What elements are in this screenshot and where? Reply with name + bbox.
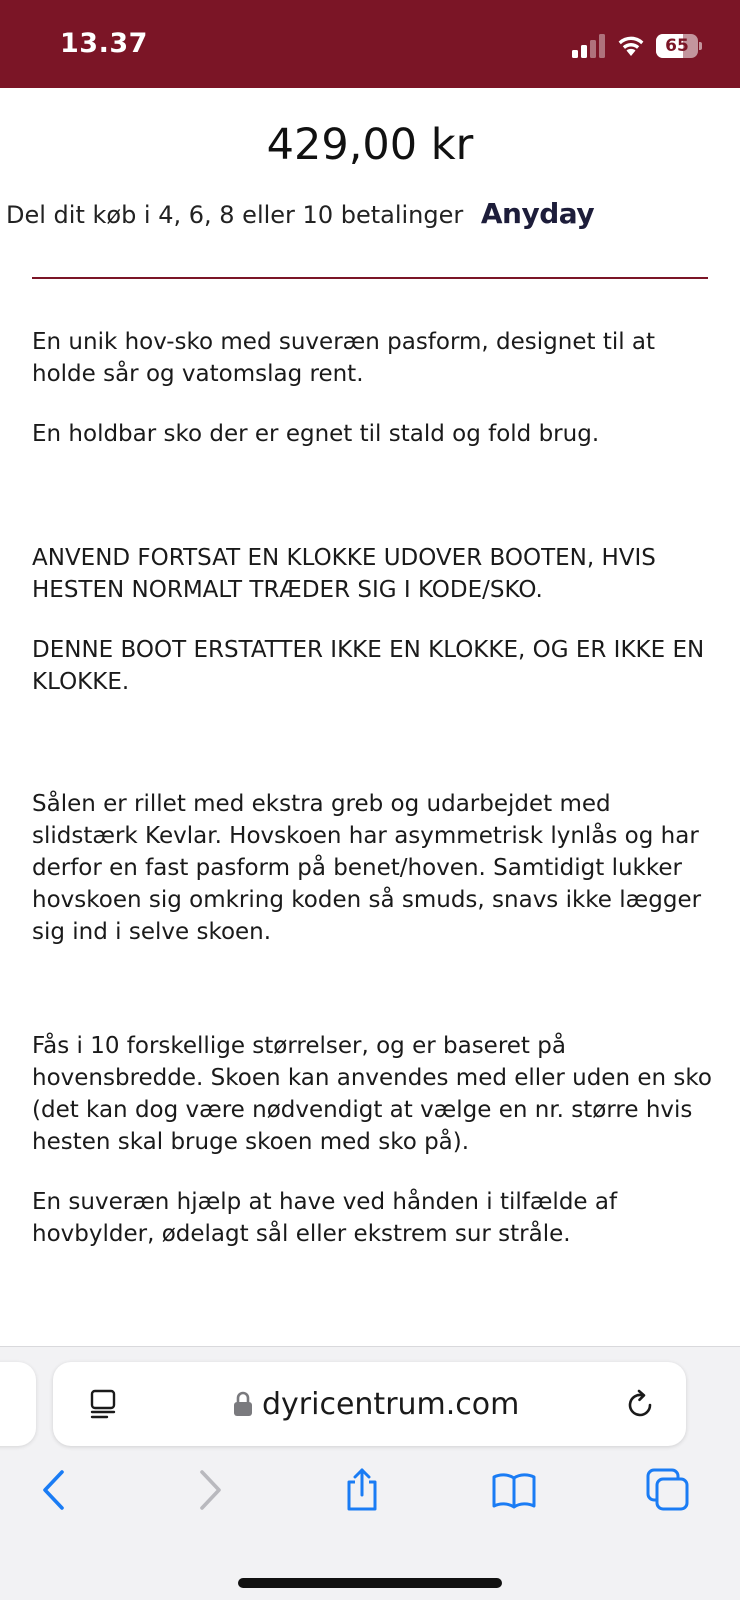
back-icon[interactable]	[32, 1468, 76, 1512]
description-paragraph-4: Fås i 10 forskellige størrelser, og er baseret på hovensbredde. Skoen kan anvendes med eller uden en sko (det kan dog være nødvendigt at vælge en nr. større hvis hesten skal bruge skoen med sko på).	[32, 1033, 712, 1155]
description-paragraph-3: Sålen er rillet med ekstra greb og udarbejdet med slidstærk Kevlar. Hovskoen har asymmetrisk lynlås og har derfor en fast pasform på benet/hoven. Samtidigt lukker hovskoen sig omkring koden så smuds, snavs ikke lægger sig ind i selve skoen.	[32, 791, 702, 945]
status-time: 13.37	[60, 28, 148, 59]
battery-icon	[656, 34, 702, 58]
signal-icon	[572, 34, 606, 58]
url-text[interactable]: dyricentrum.com	[262, 1386, 520, 1422]
tabs-icon[interactable]	[646, 1468, 690, 1512]
previous-tab-edge[interactable]	[0, 1362, 36, 1446]
wifi-icon	[616, 32, 646, 56]
lock-icon	[233, 1391, 253, 1417]
description-paragraph-2: En holdbar sko der er egnet til stald og fold brug.	[32, 421, 600, 447]
share-icon[interactable]	[340, 1468, 384, 1512]
description-warning-1: ANVEND FORTSAT EN KLOKKE UDOVER BOOTEN, HVIS HESTEN NORMALT TRÆDER SIG I KODE/SKO.	[32, 545, 656, 603]
forward-icon[interactable]	[188, 1468, 232, 1512]
product-price: 429,00 kr	[266, 120, 474, 170]
description-warning-2: DENNE BOOT ERSTATTER IKKE EN KLOKKE, OG ER IKKE EN KLOKKE.	[32, 637, 705, 695]
battery-level: 65	[665, 36, 689, 56]
divider	[32, 277, 708, 279]
reader-mode-icon[interactable]	[87, 1388, 119, 1420]
home-indicator	[238, 1578, 502, 1588]
installments-info[interactable]	[6, 197, 736, 230]
anyday-logo[interactable]: Anyday	[480, 197, 595, 230]
address-bar[interactable]	[53, 1362, 686, 1446]
url-display[interactable]	[233, 1384, 519, 1424]
bookmarks-icon[interactable]	[492, 1468, 536, 1512]
installments-text: Del dit køb i 4, 6, 8 eller 10 betalinger	[6, 201, 464, 229]
description-paragraph-5: En suveræn hjælp at have ved hånden i tilfælde af hovbylder, ødelagt sål eller ekstrem sur stråle.	[32, 1189, 618, 1247]
reload-icon[interactable]	[625, 1388, 657, 1420]
battery-tip	[699, 42, 702, 50]
status-bar	[0, 0, 740, 88]
description-paragraph-1: En unik hov-sko med suveræn pasform, designet til at holde sår og vatomslag rent.	[32, 329, 656, 387]
